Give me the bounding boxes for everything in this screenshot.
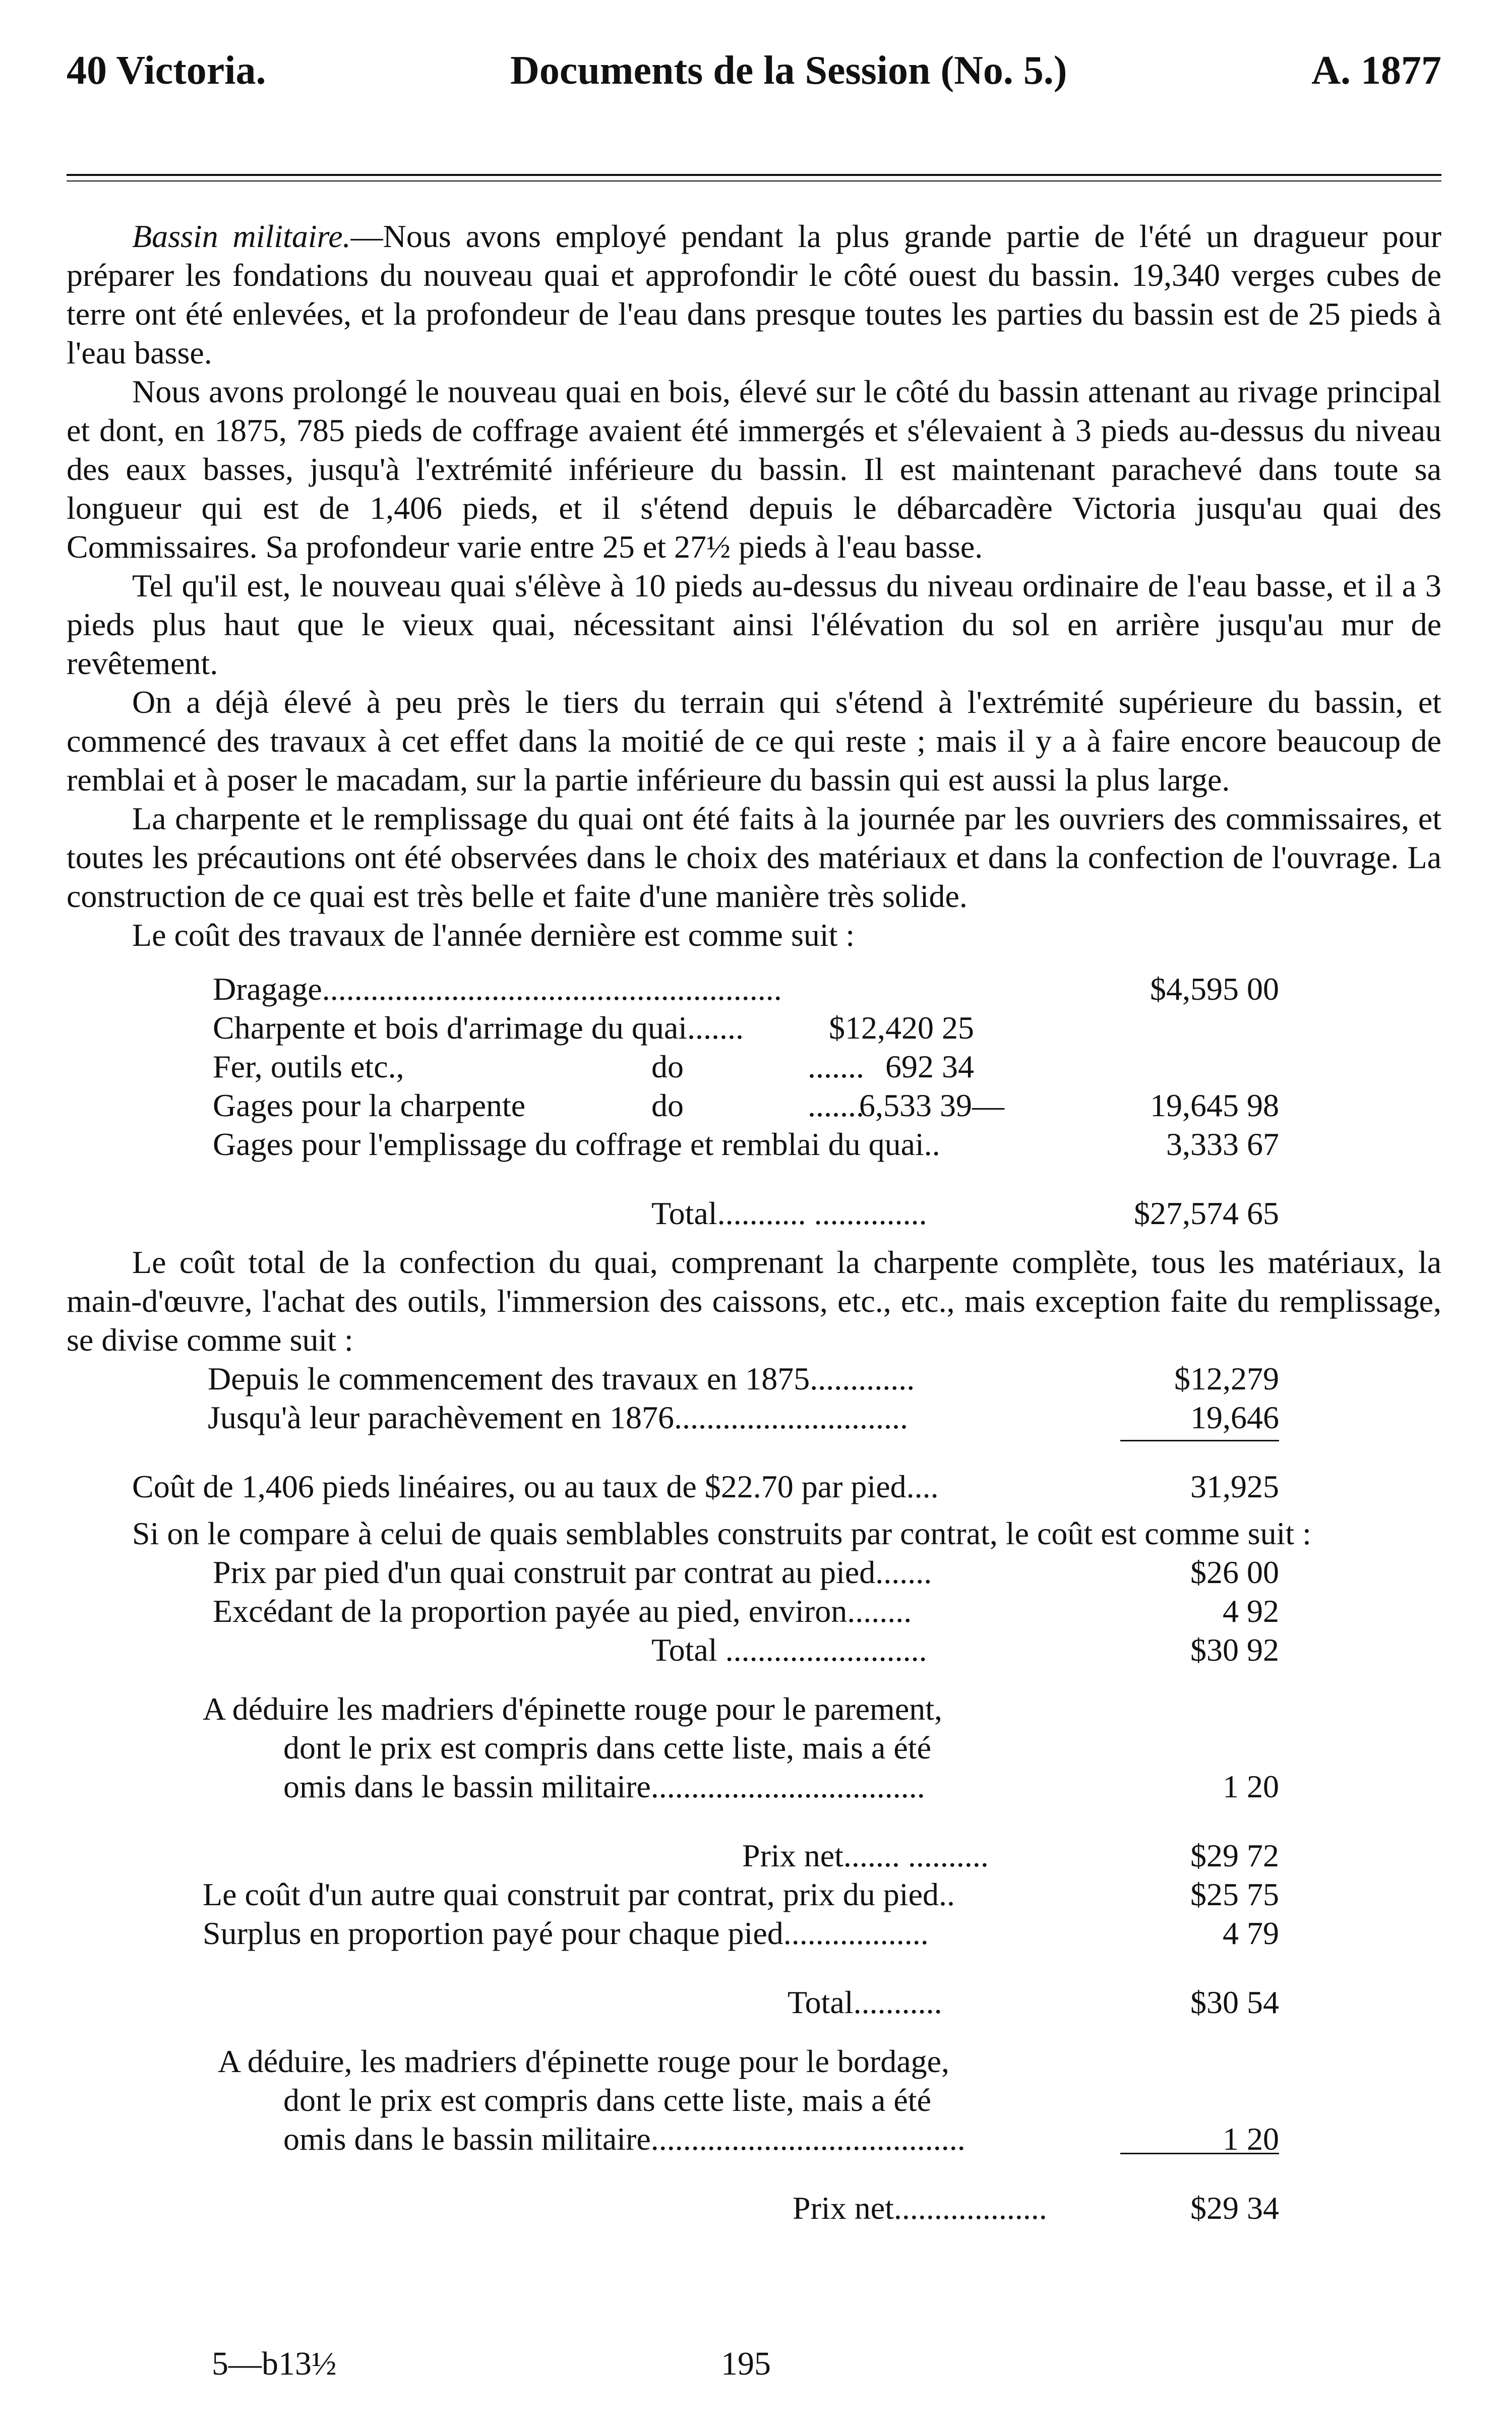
paragraph-bassin-militaire — [67, 217, 1441, 372]
table-row — [67, 1553, 1441, 1592]
header-rule-thick — [67, 174, 1441, 176]
row-label: Gages pour l'emplissage du coffrage et remblai du quai.. — [213, 1126, 940, 1162]
comparison-table — [67, 1553, 1441, 2227]
row-amount: 19,645 98 — [1150, 1087, 1279, 1123]
row-label: Prix par pied d'un quai construit par contrat au pied....... — [213, 1554, 932, 1590]
net-label: Prix net....... .......... — [742, 1838, 989, 1873]
ditto-mark: do — [651, 1049, 684, 1084]
page-header — [67, 45, 1441, 101]
net-label: Prix net................... — [793, 2190, 1047, 2226]
table-row — [67, 1875, 1441, 1914]
row-subamount: $12,420 25 — [829, 1010, 974, 1046]
page-number: 195 — [721, 2345, 771, 2382]
paragraph-cout-total: Le coût total de la confection du quai, comprenant la charpente complète, tous les matériaux, la main-d'œuvre, l'achat des outils, l'immersion des caissons, etc., etc., mais exception faite du remplissage, se divise comme suit : — [67, 1244, 1441, 1358]
table-row-total — [67, 1836, 1441, 1875]
table-row-total — [67, 1630, 1441, 1669]
table-row — [67, 1398, 1441, 1437]
sum-rule — [1120, 1440, 1279, 1441]
header-year: A. 1877 — [1311, 48, 1441, 93]
total-amount: $27,574 65 — [1134, 1195, 1279, 1231]
paragraph-terrain: On a déjà élevé à peu près le tiers du terrain qui s'étend à l'extrémité supérieure du bassin, et commencé des travaux à cet effet dans la moitié de ce qui reste ; mais il y a à faire encore beaucoup de remblai et à poser le macadam, sur la partie inférieure du bassin qui est aussi la plus large. — [67, 684, 1441, 798]
row-subamount: 692 34 — [885, 1049, 974, 1084]
leader-dots: ....... — [808, 1049, 864, 1084]
row-label: A déduire les madriers d'épinette rouge pour le parement, — [203, 1691, 942, 1727]
row-amount: $25 75 — [1190, 1876, 1279, 1912]
row-subamount: 6,533 39— — [859, 1087, 1004, 1123]
table-row — [67, 969, 1441, 1008]
row-amount: 3,333 67 — [1166, 1126, 1279, 1162]
paragraph-charpente: La charpente et le remplissage du quai ont été faits à la journée par les ouvriers des commissaires, et toutes les précautions ont été observées dans le choix des matériaux et dans la confection de l'ouvrage. La construction de ce quai est très belle et faite d'une manière très solide. — [67, 801, 1441, 914]
cost-table-period — [67, 1359, 1441, 1506]
leader-dots: ....... — [808, 1087, 864, 1123]
row-amount: $12,279 — [1174, 1361, 1279, 1397]
row-label: Charpente et bois d'arrimage du quai....... — [213, 1010, 744, 1046]
row-amount: 1 20 — [1223, 2121, 1279, 2157]
net-amount: $29 34 — [1190, 2190, 1279, 2226]
table-row — [67, 1086, 1441, 1125]
total-amount: $30 54 — [1190, 1984, 1279, 2020]
row-label: omis dans le bassin militaire....................................... — [283, 2121, 965, 2157]
row-amount: 19,646 — [1190, 1400, 1279, 1435]
table-row — [67, 1125, 1441, 1164]
table-row-total — [67, 1983, 1441, 2022]
table-row — [67, 1359, 1441, 1398]
ditto-mark: do — [651, 1087, 684, 1123]
row-amount: 1 20 — [1223, 1769, 1279, 1804]
table-row — [67, 2042, 1441, 2081]
paragraph-quai: Nous avons prolongé le nouveau quai en bois, élevé sur le côté du bassin attenant au rivage principal et dont, en 1875, 785 pieds de coffrage avaient été immergés et s'élevaient à 3 pieds au-dessus du niveau des eaux basses, jusqu'à l'extrémité inférieure du bassin. Il est maintenant parachevé dans toute sa longueur qui est de 1,406 pieds, et il s'étend depuis le débarcadère Victoria jusqu'au quai des Commissaires. Sa profondeur varie entre 25 et 27½ pieds à l'eau basse. — [67, 374, 1441, 565]
row-amount: 4 92 — [1223, 1593, 1279, 1629]
row-label: Excédant de la proportion payée au pied, environ........ — [213, 1593, 912, 1629]
total-amount: $30 92 — [1190, 1632, 1279, 1668]
total-label: Total ......................... — [651, 1632, 927, 1668]
row-label: Coût de 1,406 pieds linéaires, ou au taux de $22.70 par pied.... — [132, 1469, 939, 1504]
page-footer — [0, 2344, 1512, 2390]
net-amount: $29 72 — [1190, 1838, 1279, 1873]
row-label: A déduire, les madriers d'épinette rouge pour le bordage, — [218, 2043, 950, 2079]
row-label: Gages pour la charpente — [213, 1087, 526, 1123]
total-label: Total........... — [788, 1984, 942, 2020]
header-volume: 40 Victoria. — [67, 48, 266, 93]
row-amount: 4 79 — [1223, 1915, 1279, 1951]
header-rule-thin — [67, 180, 1441, 181]
row-label: Fer, outils etc., — [213, 1049, 404, 1084]
table-row-total — [67, 1467, 1441, 1506]
table-row — [67, 1047, 1441, 1086]
row-label: dont le prix est compris dans cette liste, mais a été — [283, 1730, 931, 1766]
row-label: Le coût d'un autre quai construit par contrat, prix du pied.. — [203, 1876, 955, 1912]
table-row — [67, 1914, 1441, 1953]
row-label: Jusqu'à leur parachèvement en 1876............................. — [208, 1400, 908, 1435]
row-label: dont le prix est compris dans cette liste, mais a été — [283, 2082, 931, 2118]
row-amount: 31,925 — [1190, 1469, 1279, 1504]
row-label: Dragage......................................................... — [213, 971, 782, 1007]
row-label: Surplus en proportion payé pour chaque pied.................. — [203, 1915, 929, 1951]
paragraph-text: —Nous avons employé pendant la plus grande partie de l'été un dragueur pour préparer les fondations du nouveau quai et approfondir le côté ouest du bassin. 19,340 verges cubes de terre ont été enlevées, et la profondeur de l'eau dans presque toutes les parties du bassin est de 25 pieds à l'eau basse. — [67, 218, 1442, 371]
table-row — [67, 1008, 1441, 1047]
total-label: Total........... .............. — [651, 1195, 927, 1231]
table-row — [67, 1728, 1441, 1767]
table-row-total — [67, 2189, 1441, 2227]
row-amount: $4,595 00 — [1150, 971, 1279, 1007]
table-row-total — [67, 1194, 1441, 1233]
section-title: Bassin militaire. — [132, 218, 351, 254]
signature-mark: 5—b13½ — [212, 2345, 337, 2382]
cost-table-year — [67, 969, 1441, 1233]
table-row — [67, 1689, 1441, 1728]
paragraph-comparaison: Si on le compare à celui de quais semblables construits par contrat, le coût est comme suit : — [132, 1515, 1311, 1551]
table-row — [67, 1767, 1441, 1806]
sum-rule — [1120, 2153, 1279, 2154]
row-label: Depuis le commencement des travaux en 1875............. — [208, 1361, 915, 1397]
row-label: omis dans le bassin militaire.................................. — [283, 1769, 925, 1804]
row-amount: $26 00 — [1190, 1554, 1279, 1590]
table-row — [67, 1592, 1441, 1630]
paragraph-cout-intro: Le coût des travaux de l'année dernière est comme suit : — [132, 917, 855, 953]
table-row — [67, 2081, 1441, 2119]
header-title: Documents de la Session (No. 5.) — [510, 48, 1067, 93]
paragraph-niveau: Tel qu'il est, le nouveau quai s'élève à 10 pieds au-dessus du niveau ordinaire de l'eau basse, et il a 3 pieds plus haut que le vieux quai, nécessitant ainsi l'élévation du sol en arrière jusqu'au mur de revêtement. — [67, 568, 1441, 681]
